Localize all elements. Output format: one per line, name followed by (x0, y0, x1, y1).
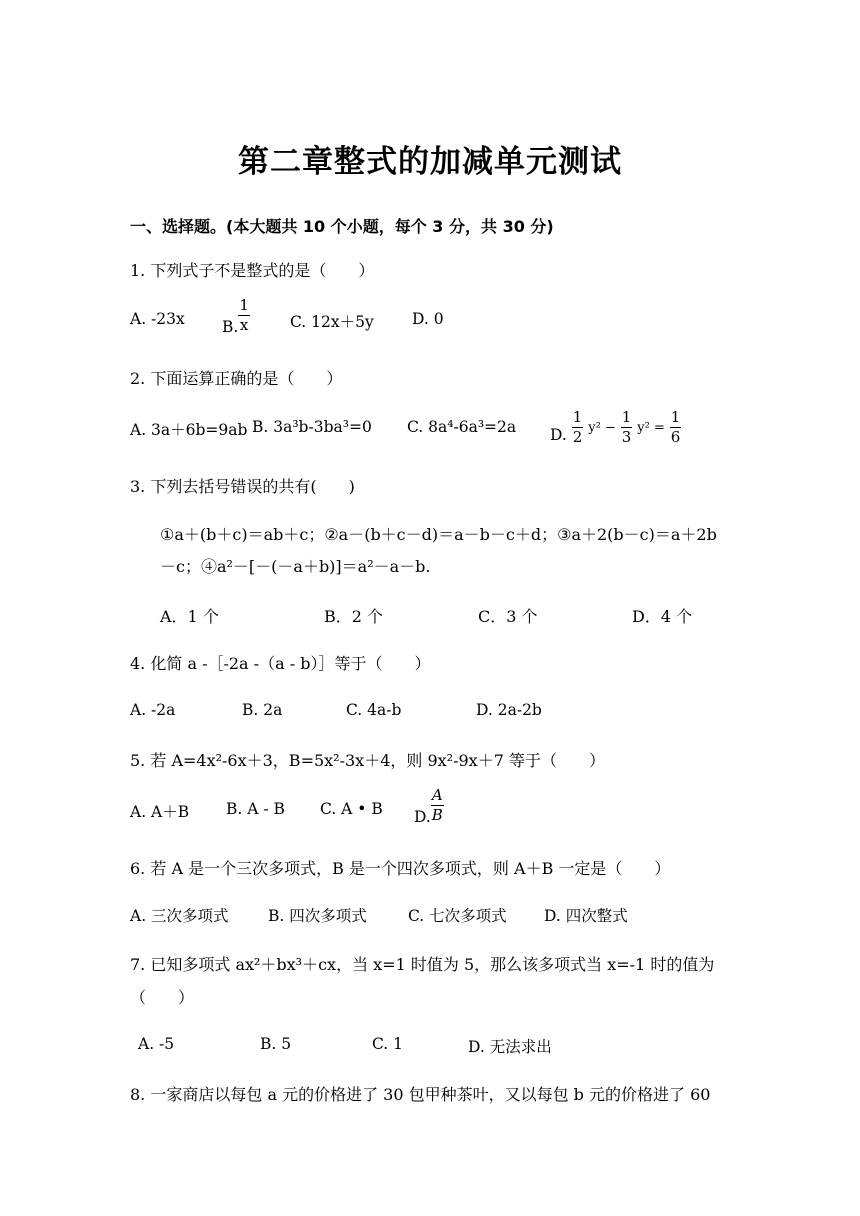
fraction: $\frac{A}{B}$ (431, 786, 443, 824)
option-a: A．1 个 (160, 607, 219, 626)
option-b: B. A - B (226, 800, 285, 818)
question-3-stem: 3. 下列去括号错误的共有( ) (130, 477, 355, 496)
question-1-stem: 1. 下列式子不是整式的是（ ） (130, 261, 375, 280)
section-heading: 一、选择题。(本大题共 10 个小题，每个 3 分，共 30 分) (130, 217, 554, 236)
option-c: C. 1 (372, 1035, 404, 1053)
option-a: A. -5 (138, 1035, 175, 1053)
fraction: $\frac{1}{3}$ (621, 408, 632, 446)
option-c: C. 12x＋5y (290, 313, 374, 331)
option-c: C. A • B (320, 800, 383, 818)
fraction: $\frac{1}{x}$ (239, 296, 249, 334)
option-a: A. -23x (130, 310, 185, 328)
fraction: $\frac{1}{2}$ (572, 408, 583, 446)
option-d: D. $\frac{A}{B}$ (414, 786, 443, 826)
question-3-line-1: ①a＋(b＋c)＝ab＋c；②a－(b＋c－d)＝a－b－c＋d；③a＋2(b－c)＝a＋2b (160, 525, 717, 544)
question-7-stem-continued: （ ） (130, 988, 195, 1007)
question-3-line-2: －c；④a²－[－(－a＋b)]＝a²－a－b. (160, 557, 431, 576)
option-b: B. 四次多项式 (268, 907, 367, 925)
question-5-stem: 5. 若 A=4x²-6x＋3，B=5x²-3x＋4，则 9x²-9x＋7 等于（ ） (130, 751, 605, 770)
question-2-stem: 2. 下面运算正确的是（ ） (130, 369, 343, 388)
option-b: B．2 个 (324, 607, 384, 626)
option-d: D. 无法求出 (468, 1038, 552, 1056)
option-b: B. 5 (260, 1035, 292, 1053)
fraction: $\frac{1}{6}$ (670, 408, 681, 446)
option-a: A. A＋B (130, 803, 190, 821)
option-c: C. 七次多项式 (408, 907, 507, 925)
option-d: D. 四次整式 (544, 907, 628, 925)
option-b: B. $\frac{1}{x}$ (222, 296, 249, 336)
option-d: D．4 个 (632, 607, 693, 626)
option-a: A. 三次多项式 (130, 907, 229, 925)
option-c: C．3 个 (478, 607, 538, 626)
question-8-stem: 8. 一家商店以每包 a 元的价格进了 30 包甲种茶叶，又以每包 b 元的价格进了 60 (130, 1085, 711, 1104)
option-b: B. 3a³b-3ba³=0 (252, 418, 372, 436)
option-a: A. -2a (130, 701, 176, 719)
option-b: B. 2a (242, 701, 283, 719)
option-c: C. 4a-b (346, 701, 402, 719)
question-7-stem: 7. 已知多项式 ax²＋bx³＋cx，当 x=1 时值为 5，那么该多项式当 x=-1 时的值为 (130, 955, 715, 974)
option-a: A. 3a＋6b=9ab (130, 421, 248, 439)
option-d: D. 2a-2b (476, 701, 542, 719)
page-title: 第二章整式的加减单元测试 (238, 144, 622, 180)
option-c: C. 8a⁴-6a³=2a (407, 418, 517, 436)
option-d: D. 0 (412, 310, 444, 328)
question-6-stem: 6. 若 A 是一个三次多项式，B 是一个四次多项式，则 A＋B 一定是（ ） (130, 859, 671, 878)
question-4-stem: 4. 化简 a -［-2a -（a - b）］等于（ ） (130, 654, 431, 673)
option-d: D. $\frac{1}{2}$ y² − $\frac{1}{3}$ y² = $\frac{1}{6}$ (550, 408, 681, 446)
